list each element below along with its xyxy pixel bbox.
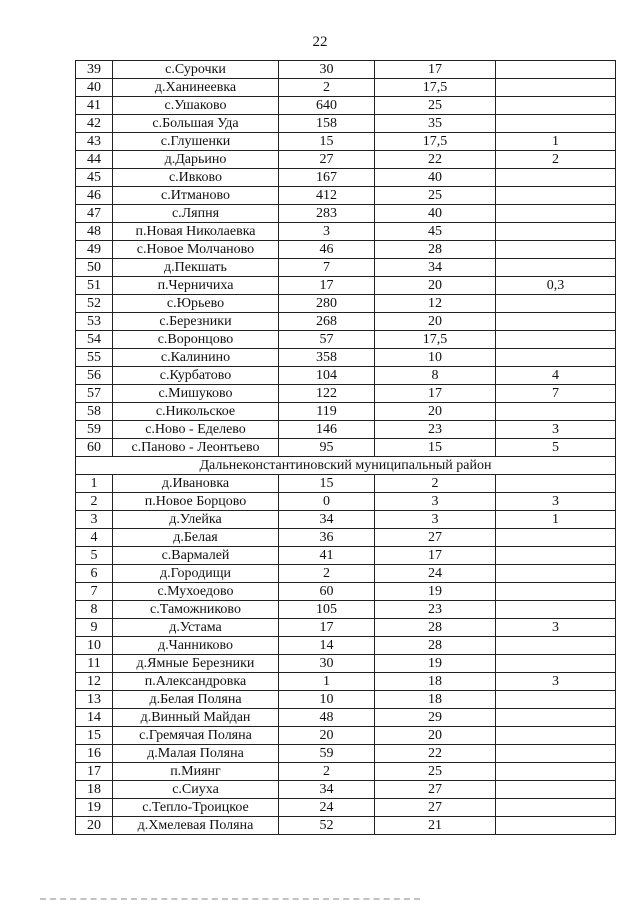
value-c-cell: [496, 115, 616, 133]
settlement-name-cell: д.Чанниково: [113, 637, 279, 655]
settlement-name-cell: с.Вармалей: [113, 547, 279, 565]
value-a-cell: 17: [279, 277, 375, 295]
row-number-cell: 16: [76, 745, 113, 763]
value-c-cell: 7: [496, 385, 616, 403]
value-c-cell: [496, 601, 616, 619]
row-number-cell: 41: [76, 97, 113, 115]
settlements-table: [75, 60, 616, 835]
value-a-cell: 24: [279, 799, 375, 817]
table-row: [76, 601, 616, 619]
table-row: [76, 727, 616, 745]
settlement-name-cell: д.Улейка: [113, 511, 279, 529]
value-c-cell: [496, 205, 616, 223]
value-b-cell: 45: [375, 223, 496, 241]
table-row: [76, 763, 616, 781]
value-a-cell: 268: [279, 313, 375, 331]
value-a-cell: 57: [279, 331, 375, 349]
settlement-name-cell: п.Новое Борцово: [113, 493, 279, 511]
value-a-cell: 52: [279, 817, 375, 835]
value-c-cell: [496, 565, 616, 583]
table-row: [76, 385, 616, 403]
value-b-cell: 3: [375, 511, 496, 529]
value-b-cell: 28: [375, 619, 496, 637]
value-b-cell: 17,5: [375, 331, 496, 349]
table-row: [76, 259, 616, 277]
value-c-cell: [496, 97, 616, 115]
row-number-cell: 47: [76, 205, 113, 223]
table-row: [76, 295, 616, 313]
value-c-cell: [496, 655, 616, 673]
value-a-cell: 2: [279, 79, 375, 97]
settlement-name-cell: д.Винный Майдан: [113, 709, 279, 727]
row-number-cell: 5: [76, 547, 113, 565]
value-b-cell: 23: [375, 601, 496, 619]
settlement-name-cell: п.Александровка: [113, 673, 279, 691]
settlement-name-cell: с.Калинино: [113, 349, 279, 367]
table-row: [76, 223, 616, 241]
row-number-cell: 49: [76, 241, 113, 259]
value-c-cell: [496, 745, 616, 763]
table-body-bottom: [76, 475, 616, 835]
value-a-cell: 2: [279, 763, 375, 781]
settlement-name-cell: с.Ивково: [113, 169, 279, 187]
settlement-name-cell: п.Черничиха: [113, 277, 279, 295]
table-row: [76, 493, 616, 511]
value-a-cell: 59: [279, 745, 375, 763]
row-number-cell: 13: [76, 691, 113, 709]
row-number-cell: 51: [76, 277, 113, 295]
row-number-cell: 15: [76, 727, 113, 745]
value-b-cell: 34: [375, 259, 496, 277]
value-c-cell: 2: [496, 151, 616, 169]
settlement-name-cell: с.Воронцово: [113, 331, 279, 349]
table-row: [76, 565, 616, 583]
value-b-cell: 40: [375, 205, 496, 223]
value-a-cell: 17: [279, 619, 375, 637]
value-c-cell: [496, 349, 616, 367]
settlement-name-cell: с.Березники: [113, 313, 279, 331]
row-number-cell: 18: [76, 781, 113, 799]
row-number-cell: 19: [76, 799, 113, 817]
table-row: [76, 529, 616, 547]
settlement-name-cell: д.Городищи: [113, 565, 279, 583]
settlement-name-cell: д.Ямные Березники: [113, 655, 279, 673]
value-a-cell: 15: [279, 133, 375, 151]
value-a-cell: 36: [279, 529, 375, 547]
table-row: [76, 547, 616, 565]
value-b-cell: 17: [375, 61, 496, 79]
value-c-cell: [496, 763, 616, 781]
value-b-cell: 15: [375, 439, 496, 457]
value-b-cell: 35: [375, 115, 496, 133]
settlement-name-cell: с.Большая Уда: [113, 115, 279, 133]
row-number-cell: 12: [76, 673, 113, 691]
section-header-row: [76, 457, 616, 475]
table-row: [76, 277, 616, 295]
row-number-cell: 56: [76, 367, 113, 385]
value-c-cell: [496, 547, 616, 565]
value-b-cell: 17,5: [375, 133, 496, 151]
value-b-cell: 22: [375, 151, 496, 169]
settlement-name-cell: с.Ушаково: [113, 97, 279, 115]
row-number-cell: 14: [76, 709, 113, 727]
value-a-cell: 34: [279, 511, 375, 529]
value-b-cell: 20: [375, 727, 496, 745]
settlement-name-cell: с.Глушенки: [113, 133, 279, 151]
settlement-name-cell: с.Таможниково: [113, 601, 279, 619]
table-row: [76, 97, 616, 115]
settlement-name-cell: с.Новое Молчаново: [113, 241, 279, 259]
value-b-cell: 24: [375, 565, 496, 583]
table-body-top: [76, 61, 616, 457]
table-row: [76, 403, 616, 421]
row-number-cell: 9: [76, 619, 113, 637]
value-b-cell: 12: [375, 295, 496, 313]
value-a-cell: 46: [279, 241, 375, 259]
row-number-cell: 59: [76, 421, 113, 439]
value-a-cell: 14: [279, 637, 375, 655]
section-header-body: [76, 457, 616, 475]
row-number-cell: 42: [76, 115, 113, 133]
table-row: [76, 691, 616, 709]
value-a-cell: 283: [279, 205, 375, 223]
page-number: 22: [312, 34, 328, 50]
value-b-cell: 25: [375, 97, 496, 115]
value-a-cell: 41: [279, 547, 375, 565]
row-number-cell: 7: [76, 583, 113, 601]
settlement-name-cell: с.Гремячая Поляна: [113, 727, 279, 745]
table-row: [76, 637, 616, 655]
value-c-cell: [496, 331, 616, 349]
value-a-cell: 95: [279, 439, 375, 457]
row-number-cell: 48: [76, 223, 113, 241]
table-row: [76, 331, 616, 349]
table-row: [76, 187, 616, 205]
value-c-cell: [496, 817, 616, 835]
value-c-cell: 1: [496, 511, 616, 529]
value-a-cell: 358: [279, 349, 375, 367]
section-title: Дальнеконстантиновский муниципальный район: [76, 457, 616, 475]
value-a-cell: 30: [279, 655, 375, 673]
value-c-cell: [496, 727, 616, 745]
row-number-cell: 44: [76, 151, 113, 169]
value-a-cell: 158: [279, 115, 375, 133]
row-number-cell: 4: [76, 529, 113, 547]
value-a-cell: 119: [279, 403, 375, 421]
row-number-cell: 20: [76, 817, 113, 835]
settlement-name-cell: д.Ивановка: [113, 475, 279, 493]
row-number-cell: 60: [76, 439, 113, 457]
value-a-cell: 105: [279, 601, 375, 619]
value-c-cell: 5: [496, 439, 616, 457]
settlement-name-cell: д.Ханинеевка: [113, 79, 279, 97]
value-c-cell: [496, 691, 616, 709]
value-b-cell: 28: [375, 637, 496, 655]
table-row: [76, 205, 616, 223]
table-row: [76, 115, 616, 133]
value-b-cell: 3: [375, 493, 496, 511]
row-number-cell: 10: [76, 637, 113, 655]
scan-artifact-line: [40, 898, 420, 904]
settlement-name-cell: с.Мишуково: [113, 385, 279, 403]
value-c-cell: 4: [496, 367, 616, 385]
value-c-cell: [496, 241, 616, 259]
table-row: [76, 583, 616, 601]
settlement-name-cell: д.Малая Поляна: [113, 745, 279, 763]
value-c-cell: [496, 187, 616, 205]
value-c-cell: 1: [496, 133, 616, 151]
value-a-cell: 27: [279, 151, 375, 169]
settlement-name-cell: д.Устама: [113, 619, 279, 637]
value-c-cell: [496, 169, 616, 187]
table-row: [76, 349, 616, 367]
value-c-cell: [496, 259, 616, 277]
value-a-cell: 280: [279, 295, 375, 313]
table-row: [76, 133, 616, 151]
value-b-cell: 20: [375, 277, 496, 295]
value-a-cell: 48: [279, 709, 375, 727]
table-row: [76, 781, 616, 799]
row-number-cell: 58: [76, 403, 113, 421]
row-number-cell: 50: [76, 259, 113, 277]
row-number-cell: 45: [76, 169, 113, 187]
value-c-cell: [496, 583, 616, 601]
value-a-cell: 30: [279, 61, 375, 79]
value-a-cell: 167: [279, 169, 375, 187]
row-number-cell: 55: [76, 349, 113, 367]
value-a-cell: 1: [279, 673, 375, 691]
value-b-cell: 29: [375, 709, 496, 727]
settlement-name-cell: с.Ново - Еделево: [113, 421, 279, 439]
row-number-cell: 8: [76, 601, 113, 619]
settlement-name-cell: с.Ляпня: [113, 205, 279, 223]
value-a-cell: 122: [279, 385, 375, 403]
value-a-cell: 15: [279, 475, 375, 493]
value-b-cell: 20: [375, 313, 496, 331]
value-c-cell: 3: [496, 673, 616, 691]
table-row: [76, 61, 616, 79]
table-row: [76, 367, 616, 385]
settlement-name-cell: д.Белая: [113, 529, 279, 547]
value-a-cell: 60: [279, 583, 375, 601]
value-a-cell: 3: [279, 223, 375, 241]
settlement-name-cell: п.Миянг: [113, 763, 279, 781]
value-b-cell: 25: [375, 763, 496, 781]
value-a-cell: 34: [279, 781, 375, 799]
settlement-name-cell: с.Юрьево: [113, 295, 279, 313]
row-number-cell: 11: [76, 655, 113, 673]
value-a-cell: 10: [279, 691, 375, 709]
table-row: [76, 799, 616, 817]
row-number-cell: 2: [76, 493, 113, 511]
table-row: [76, 655, 616, 673]
value-b-cell: 27: [375, 799, 496, 817]
row-number-cell: 40: [76, 79, 113, 97]
value-a-cell: 7: [279, 259, 375, 277]
row-number-cell: 6: [76, 565, 113, 583]
row-number-cell: 46: [76, 187, 113, 205]
value-a-cell: 20: [279, 727, 375, 745]
settlement-name-cell: с.Паново - Леонтьево: [113, 439, 279, 457]
value-c-cell: [496, 79, 616, 97]
value-c-cell: 0,3: [496, 277, 616, 295]
row-number-cell: 17: [76, 763, 113, 781]
row-number-cell: 3: [76, 511, 113, 529]
row-number-cell: 43: [76, 133, 113, 151]
value-a-cell: 640: [279, 97, 375, 115]
value-b-cell: 18: [375, 673, 496, 691]
value-a-cell: 0: [279, 493, 375, 511]
table-row: [76, 439, 616, 457]
value-b-cell: 25: [375, 187, 496, 205]
value-b-cell: 20: [375, 403, 496, 421]
value-b-cell: 17: [375, 385, 496, 403]
value-b-cell: 17: [375, 547, 496, 565]
value-b-cell: 8: [375, 367, 496, 385]
row-number-cell: 1: [76, 475, 113, 493]
value-b-cell: 18: [375, 691, 496, 709]
value-b-cell: 40: [375, 169, 496, 187]
table-row: [76, 673, 616, 691]
row-number-cell: 52: [76, 295, 113, 313]
table-row: [76, 79, 616, 97]
value-c-cell: [496, 475, 616, 493]
row-number-cell: 53: [76, 313, 113, 331]
settlement-name-cell: д.Дарьино: [113, 151, 279, 169]
value-c-cell: [496, 799, 616, 817]
settlement-name-cell: д.Белая Поляна: [113, 691, 279, 709]
value-a-cell: 104: [279, 367, 375, 385]
table-row: [76, 511, 616, 529]
settlement-name-cell: с.Тепло-Троицкое: [113, 799, 279, 817]
value-c-cell: [496, 529, 616, 547]
value-c-cell: [496, 781, 616, 799]
settlement-name-cell: д.Хмелевая Поляна: [113, 817, 279, 835]
value-a-cell: 146: [279, 421, 375, 439]
table-row: [76, 709, 616, 727]
settlement-name-cell: с.Итманово: [113, 187, 279, 205]
value-b-cell: 28: [375, 241, 496, 259]
value-a-cell: 412: [279, 187, 375, 205]
table-row: [76, 313, 616, 331]
value-b-cell: 19: [375, 583, 496, 601]
table-row: [76, 151, 616, 169]
value-c-cell: 3: [496, 619, 616, 637]
value-b-cell: 27: [375, 781, 496, 799]
table-row: [76, 619, 616, 637]
value-a-cell: 2: [279, 565, 375, 583]
value-c-cell: 3: [496, 493, 616, 511]
table-row: [76, 169, 616, 187]
settlement-name-cell: с.Курбатово: [113, 367, 279, 385]
value-c-cell: [496, 295, 616, 313]
value-b-cell: 22: [375, 745, 496, 763]
value-b-cell: 10: [375, 349, 496, 367]
settlement-name-cell: с.Сиуха: [113, 781, 279, 799]
table-row: [76, 241, 616, 259]
row-number-cell: 39: [76, 61, 113, 79]
settlement-name-cell: д.Пекшать: [113, 259, 279, 277]
value-b-cell: 17,5: [375, 79, 496, 97]
value-c-cell: [496, 223, 616, 241]
row-number-cell: 54: [76, 331, 113, 349]
value-c-cell: [496, 61, 616, 79]
value-c-cell: [496, 403, 616, 421]
settlement-name-cell: с.Никольское: [113, 403, 279, 421]
table-row: [76, 817, 616, 835]
value-b-cell: 19: [375, 655, 496, 673]
table-row: [76, 745, 616, 763]
value-c-cell: [496, 313, 616, 331]
settlement-name-cell: с.Сурочки: [113, 61, 279, 79]
value-c-cell: [496, 709, 616, 727]
value-b-cell: 2: [375, 475, 496, 493]
value-c-cell: 3: [496, 421, 616, 439]
table-row: [76, 421, 616, 439]
value-c-cell: [496, 637, 616, 655]
value-b-cell: 27: [375, 529, 496, 547]
settlement-name-cell: п.Новая Николаевка: [113, 223, 279, 241]
table-row: [76, 475, 616, 493]
value-b-cell: 21: [375, 817, 496, 835]
row-number-cell: 57: [76, 385, 113, 403]
settlement-name-cell: с.Мухоедово: [113, 583, 279, 601]
value-b-cell: 23: [375, 421, 496, 439]
